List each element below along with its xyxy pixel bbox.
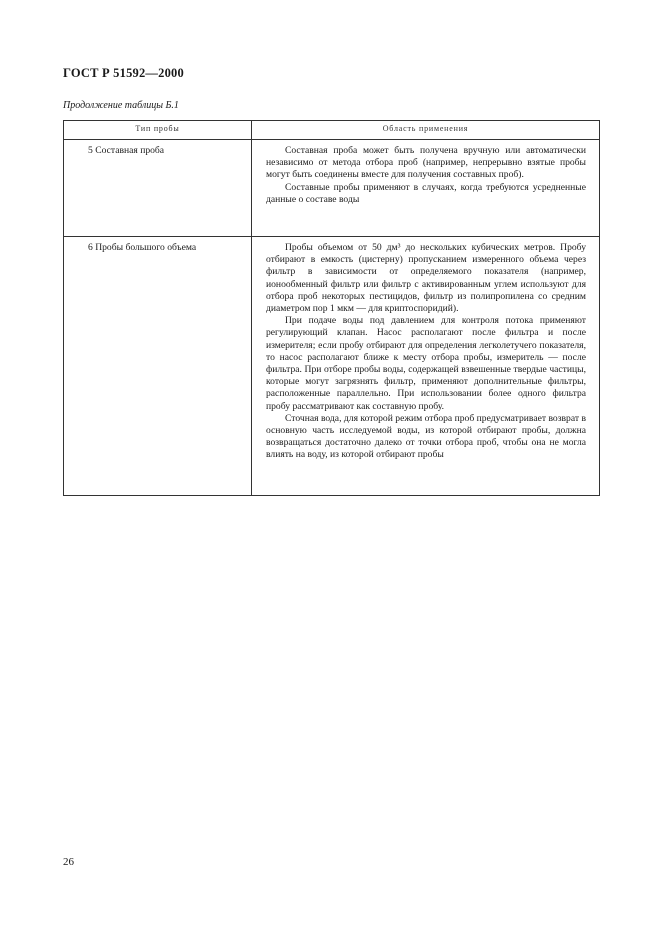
application-area-cell	[252, 237, 600, 496]
page-number: 26	[63, 856, 74, 868]
document-header: ГОСТ Р 51592—2000	[63, 66, 184, 80]
application-paragraph: При подаче воды под давлением для контроля потока применяют регулирующий клапан. Насос располагают после фильтра и после измерителя; если пробу отбирают для определения легколетучего показателя, то насос располагают ближе к месту отбора пробы, измеритель — после фильтра. При отборе пробы воды, содержащей взвешенные твердые частицы, которые могут загрязнять фильтр, применяют дополнительные фильтры, расположенные параллельно. При использовании более одного фильтра пробу рассматривают как составную пробу.	[266, 315, 586, 412]
application-paragraph: Сточная вода, для которой режим отбора проб предусматривает возврат в основную часть исследуемой воды, из которой отбирают пробы, должна возвращаться достаточно далеко от точки отбора проб, чтобы она не могла влиять на воду, из которой отбирают пробы	[266, 412, 586, 461]
table-row	[64, 140, 600, 237]
application-paragraph: Составная проба может быть получена вручную или автоматически независимо от метода отбора проб (например, непрерывно взятые пробы могут быть соединены вместе для получения составных проб).	[266, 145, 586, 181]
table-caption: Продолжение таблицы Б.1	[63, 100, 179, 111]
column-header-application-area: Область применения	[252, 121, 600, 140]
sample-types-table	[63, 120, 600, 496]
application-paragraph: Пробы объемом от 50 дм³ до нескольких кубических метров. Пробу отбирают в емкость (цистерну) пропусканием измеренного объема через фильтр в зависимости от определяемого показателя (например, ионообменный фильтр или фильтр с активированным углем используют для отбора проб некоторых пестицидов, фильтр из полипропилена со средним диаметром пор 1 мкм — для криптоспоридий).	[266, 242, 586, 315]
table-header-row	[64, 121, 600, 140]
application-paragraph: Составные пробы применяют в случаях, когда требуются усредненные данные о составе воды	[266, 181, 586, 205]
column-header-sample-type: Тип пробы	[64, 121, 252, 140]
table-row	[64, 237, 600, 496]
application-area-cell	[252, 140, 600, 237]
sample-type-cell: 5 Составная проба	[64, 140, 252, 237]
sample-type-cell: 6 Пробы большого объема	[64, 237, 252, 496]
